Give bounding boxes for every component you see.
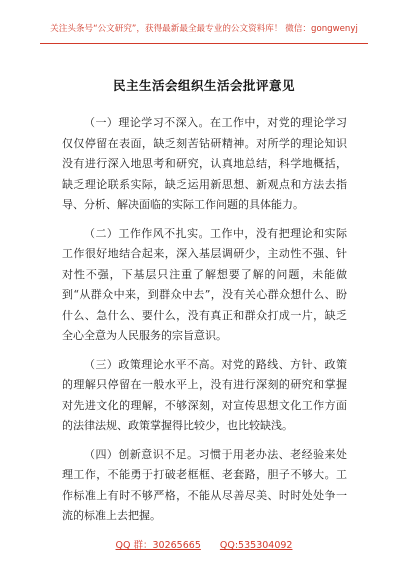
paragraph-1: （一）理论学习不深入。在工作中，对党的理论学习仅仅停留在表面，缺乏刻苦钻研精神。对所学的理论知识没有进行深入地思考和研究，认真地总结，科学地概括，缺乏理论联系实际，缺乏运用新思想、新观点和方法去指导、分析、解决面临的实际工作问题的具体能力。 xyxy=(62,116,347,211)
footer-contact xyxy=(0,537,408,551)
paragraph-4: （四）创新意识不足。习惯于用老办法、老经验来处理工作，不能勇于打破老框框、老套路，胆子不够大。工作标准上有时不够严格，不能从尽善尽美、时时处处争一流的标准上去把握。 xyxy=(62,447,347,522)
paragraph-2: （二）工作作风不扎实。工作中，没有把理论和实际工作很好地结合起来，深入基层调研少，主动性不强、针对性不强，下基层只注重了解想要了解的问题，未能做到“从群众中来，到群众中去”，没有关心群众想什么、盼什么、急什么、要什么，没有真正和群众打成一片，缺乏全心全意为人民服务的宗旨意识。 xyxy=(62,226,347,342)
document-title: 民主生活会组织生活会批评意见 xyxy=(112,78,295,93)
footer-qq: QQ:535304092 xyxy=(219,540,293,551)
header-notice: 关注头条号“公文研究”，获得最新最全最专业的公文资料库！ 微信：gongwenyj xyxy=(50,24,358,34)
document-body xyxy=(62,113,347,535)
paragraph-3: （三）政策理论水平不高。对党的路线、方针、政策的理解只停留在一般水平上，没有进行深刻的研究和掌握对先进文化的理解，不够深刻，对宣传思想文化工作方面的法律法规、政策掌握得比较少，也比较缺浅。 xyxy=(62,357,347,432)
header-divider xyxy=(40,43,368,44)
footer-qq-group: QQ 群：30265665 xyxy=(115,540,201,551)
